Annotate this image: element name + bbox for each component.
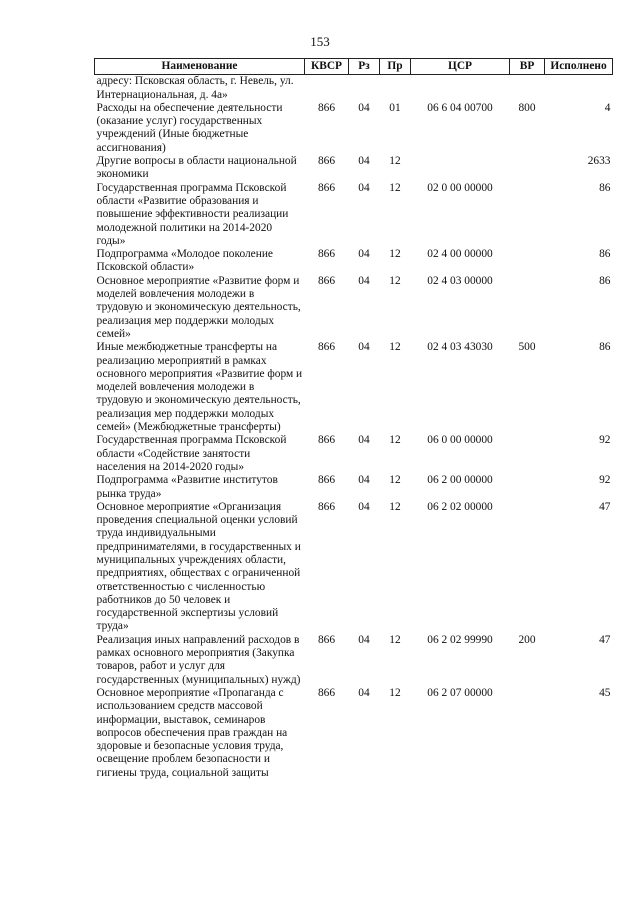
- cell-pr: 12: [389, 474, 401, 487]
- cell-csr: 06 2 07 00000: [427, 686, 493, 699]
- cell-rz: [349, 75, 380, 102]
- table-row: [95, 474, 613, 501]
- cell-vr: [510, 75, 545, 102]
- cell-vr: 200: [518, 633, 536, 646]
- cell-vr: [510, 155, 545, 182]
- cell-name: Основное мероприятие «Развитие форм и моделей вовлечения молодежи в трудовую и экономическую деятельность, реализация мер поддержки молодых семей»: [96, 274, 301, 340]
- budget-table: [94, 58, 613, 780]
- cell-vr: [510, 182, 545, 248]
- cell-csr: 02 4 03 43030: [427, 341, 493, 354]
- cell-pr: 12: [389, 248, 401, 261]
- header-kvsr: КВСР: [305, 59, 349, 75]
- table-row: [95, 634, 613, 687]
- cell-amount: 86: [599, 274, 611, 287]
- cell-name: Другие вопросы в области национальной экономики: [96, 155, 297, 181]
- header-name: Наименование: [95, 59, 305, 75]
- cell-rz: 04: [358, 500, 370, 513]
- table-row: [95, 434, 613, 474]
- cell-kvsr: 866: [317, 434, 336, 447]
- cell-pr: 12: [389, 500, 401, 513]
- table-body: [95, 75, 613, 780]
- header-rz: Рз: [349, 59, 380, 75]
- cell-name: Реализация иных направлений расходов в рамках основного мероприятия (Закупка товаров, работ и услуг для государственных (муниципальных) нужд): [96, 633, 301, 686]
- cell-amount: 86: [599, 181, 611, 194]
- cell-kvsr: 866: [317, 274, 336, 287]
- cell-pr: 12: [389, 686, 401, 699]
- cell-kvsr: 866: [317, 686, 336, 699]
- cell-vr: 800: [518, 101, 536, 114]
- cell-amount: 2633: [587, 155, 611, 168]
- cell-csr: [411, 75, 510, 102]
- cell-csr: [411, 155, 510, 182]
- cell-kvsr: 866: [317, 248, 336, 261]
- cell-pr: 12: [389, 181, 401, 194]
- cell-kvsr: 866: [317, 500, 336, 513]
- header-vr: ВР: [510, 59, 545, 75]
- cell-name: Государственная программа Псковской области «Содействие занятости населения на 2014-2020 годы»: [96, 434, 287, 473]
- cell-name: адресу: Псковская область, г. Невель, ул. Интернациональная, д. 4а»: [96, 75, 294, 101]
- cell-csr: 02 4 00 00000: [427, 248, 493, 261]
- table-header: [95, 59, 613, 75]
- table-row: [95, 687, 613, 780]
- cell-rz: 04: [358, 341, 370, 354]
- cell-amount: 47: [599, 633, 611, 646]
- cell-csr: 06 6 04 00700: [427, 101, 493, 114]
- cell-amount: 92: [599, 474, 611, 487]
- cell-csr: 06 2 02 00000: [427, 500, 493, 513]
- cell-pr: 12: [389, 341, 401, 354]
- cell-kvsr: 866: [317, 341, 336, 354]
- cell-vr: [510, 434, 545, 474]
- table-row: [95, 501, 613, 634]
- cell-rz: 04: [358, 274, 370, 287]
- cell-csr: 06 2 02 99990: [427, 633, 493, 646]
- cell-name: Основное мероприятие «Пропаганда с использованием средств массовой информации, выставок, семинаров вопросов обеспечения прав граждан на здоровые и безопасные условия труда, освещение проблем безопасности и гигиены труда, социальной защиты: [96, 686, 288, 779]
- cell-pr: 12: [389, 155, 401, 168]
- cell-vr: 500: [518, 341, 536, 354]
- cell-rz: 04: [358, 155, 370, 168]
- table-row: [95, 341, 613, 434]
- table-row: [95, 248, 613, 275]
- cell-vr: [510, 275, 545, 341]
- cell-vr: [510, 248, 545, 275]
- cell-amount: 92: [599, 434, 611, 447]
- table-row: [95, 102, 613, 155]
- table-row: [95, 182, 613, 248]
- header-csr: ЦСР: [411, 59, 510, 75]
- cell-pr: 12: [389, 274, 401, 287]
- cell-rz: 04: [358, 248, 370, 261]
- cell-amount: 47: [599, 500, 611, 513]
- cell-kvsr: 866: [317, 474, 336, 487]
- cell-amount: 86: [599, 341, 611, 354]
- cell-csr: 02 4 03 00000: [427, 274, 493, 287]
- cell-rz: 04: [358, 474, 370, 487]
- cell-kvsr: 866: [317, 181, 336, 194]
- table-row: [95, 275, 613, 341]
- cell-name: Основное мероприятие «Организация проведения специальной оценки условий труда индивидуальными предпринимателями, в государственных и муниципальных учреждениях области, предприятиях, обществах с ограниченной ответственностью с численностью работников до 50 человек и государственной экспертизы условий труда»: [96, 500, 301, 633]
- cell-vr: [510, 687, 545, 780]
- page-number: 153: [310, 34, 330, 49]
- cell-pr: [380, 75, 411, 102]
- cell-name: Подпрограмма «Молодое поколение Псковской области»: [96, 248, 273, 274]
- cell-rz: 04: [358, 686, 370, 699]
- cell-rz: 04: [358, 633, 370, 646]
- cell-name: Подпрограмма «Развитие институтов рынка труда»: [96, 474, 278, 500]
- table-row: [95, 155, 613, 182]
- cell-kvsr: [305, 75, 349, 102]
- cell-vr: [510, 474, 545, 501]
- cell-amount: [545, 75, 613, 102]
- table-row: [95, 75, 613, 102]
- header-pr: Пр: [380, 59, 411, 75]
- cell-vr: [510, 501, 545, 634]
- cell-amount: 4: [604, 101, 611, 114]
- cell-csr: 06 2 00 00000: [427, 474, 493, 487]
- cell-kvsr: 866: [317, 633, 336, 646]
- cell-pr: 12: [389, 633, 401, 646]
- cell-name: Иные межбюджетные трансферты на реализацию мероприятий в рамках основного мероприятия «Развитие форм и моделей вовлечения молодежи в трудовую и экономическую деятельность, реализация мер поддержки молодых семей» (Межбюджетные трансферты): [96, 341, 303, 434]
- cell-amount: 45: [599, 686, 611, 699]
- cell-pr: 01: [389, 101, 401, 114]
- cell-rz: 04: [358, 181, 370, 194]
- cell-rz: 04: [358, 434, 370, 447]
- cell-amount: 86: [599, 248, 611, 261]
- cell-csr: 02 0 00 00000: [427, 181, 493, 194]
- cell-csr: 06 0 00 00000: [427, 434, 493, 447]
- cell-name: Государственная программа Псковской области «Развитие образования и повышение эффективности реализации молодежной политики на 2014-2020 годы»: [96, 181, 289, 247]
- header-amount: Исполнено: [545, 59, 613, 75]
- cell-kvsr: 866: [317, 101, 336, 114]
- cell-rz: 04: [358, 101, 370, 114]
- cell-name: Расходы на обеспечение деятельности (оказание услуг) государственных учреждений (Иные бюджетные ассигнования): [96, 101, 283, 154]
- cell-kvsr: 866: [317, 155, 336, 168]
- cell-pr: 12: [389, 434, 401, 447]
